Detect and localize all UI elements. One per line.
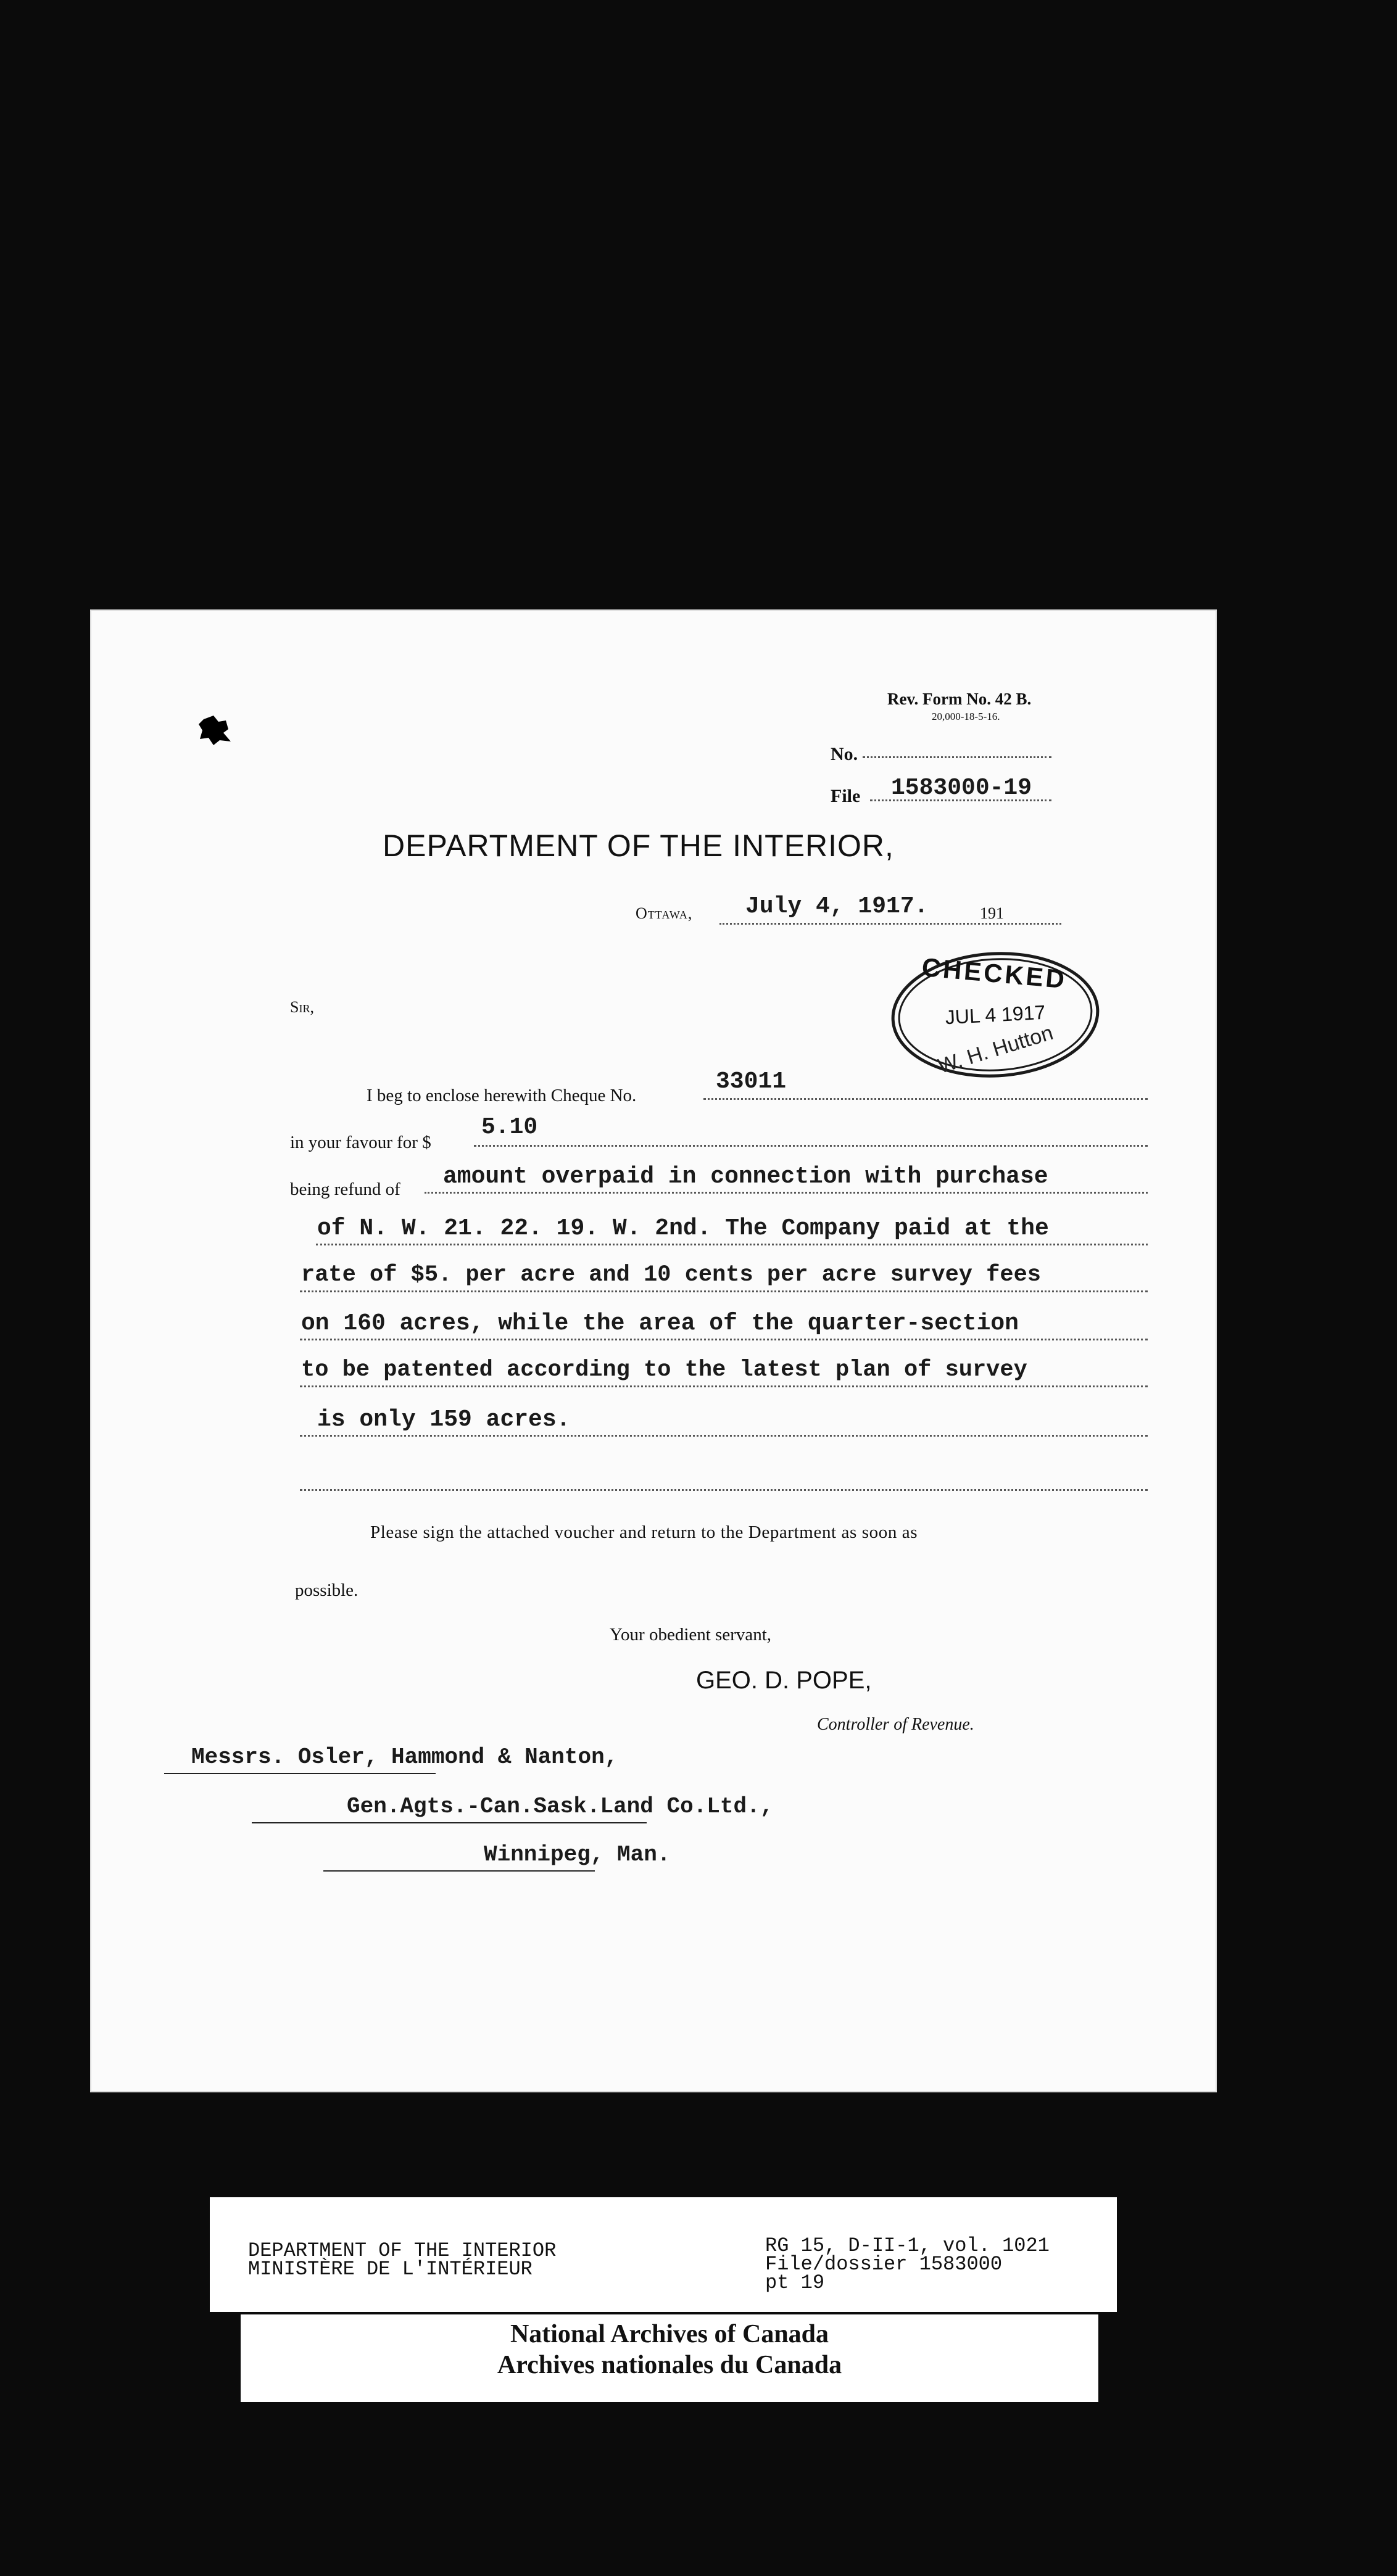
stamp-initials: W. H. Hutton (935, 1021, 1056, 1078)
refund-line-1: amount overpaid in connection with purchase (443, 1163, 1048, 1190)
date-line (719, 923, 1061, 925)
request-line-1: Please sign the attached voucher and return to the Department as soon as (370, 1522, 918, 1542)
closing: Your obedient servant, (610, 1625, 772, 1645)
refund-line-1-rule (425, 1192, 1148, 1194)
archive-part: pt 19 (765, 2271, 825, 2294)
letter-page (91, 611, 1216, 2091)
refund-line-4: on 160 acres, while the area of the quarter-section (301, 1310, 1019, 1337)
archive-dept-fr: MINISTÈRE DE L'INTÉRIEUR (248, 2258, 533, 2281)
amount-line (474, 1145, 1148, 1147)
addressee-line-3: Winnipeg, Man. (484, 1842, 671, 1867)
checked-stamp (884, 943, 1107, 1086)
refund-label: being refund of (290, 1179, 400, 1199)
refund-line-3: rate of $5. per acre and 10 cents per acre survey fees (301, 1262, 1041, 1288)
refund-line-6: is only 159 acres. (317, 1406, 571, 1433)
no-line (863, 756, 1051, 758)
salutation: Sir, (290, 998, 314, 1016)
refund-line-5-rule (300, 1385, 1148, 1387)
addressee-rule-2 (252, 1822, 647, 1823)
year-prefix: 191 (980, 904, 1004, 922)
refund-line-4-rule (300, 1339, 1148, 1340)
archives-name-en: National Archives of Canada (510, 2320, 829, 2348)
signatory-name: GEO. D. POPE, (696, 1667, 872, 1694)
addressee-line-1: Messrs. Osler, Hammond & Nanton, (191, 1744, 618, 1770)
archive-reference: RG 15, D-II-1, vol. 1021 (765, 2234, 1050, 2257)
archive-reference-label (210, 2197, 1117, 2312)
addressee-rule-1 (164, 1773, 436, 1774)
rev-form-number: Rev. Form No. 42 B. (887, 690, 1032, 708)
refund-amount: 5.10 (481, 1114, 538, 1141)
refund-line-5: to be patented according to the latest plan of survey (301, 1357, 1027, 1383)
refund-line-3-rule (300, 1290, 1148, 1292)
archive-file-ref: File/dossier 1583000 (765, 2253, 1003, 2276)
blank-line-rule (300, 1489, 1148, 1491)
refund-line-2-rule (316, 1244, 1148, 1245)
ink-blot-mark (197, 714, 232, 746)
archive-dept-en: DEPARTMENT OF THE INTERIOR (248, 2239, 557, 2262)
archives-name-fr: Archives nationales du Canada (497, 2351, 842, 2379)
addressee-rule-3 (323, 1870, 595, 1872)
archives-name-label (241, 2314, 1098, 2402)
stamp-date-text: JUL 4 1917 (944, 1001, 1047, 1029)
signatory-title: Controller of Revenue. (817, 1715, 974, 1734)
request-line-2: possible. (295, 1580, 359, 1600)
file-label: File (831, 786, 861, 806)
file-number: 1583000-19 (891, 775, 1032, 801)
print-code: 20,000-18-5-16. (932, 711, 1000, 722)
favour-label: in your favour for $ (290, 1133, 431, 1152)
place-label: Ottawa, (636, 904, 693, 922)
no-label: No. (831, 744, 858, 764)
stamp-checked-text: CHECKED (921, 952, 1068, 994)
cheque-intro: I beg to enclose herewith Cheque No. (367, 1086, 637, 1105)
cheque-line (703, 1098, 1148, 1100)
addressee-line-2: Gen.Agts.-Can.Sask.Land Co.Ltd., (347, 1794, 774, 1819)
department-heading: DEPARTMENT OF THE INTERIOR, (383, 828, 894, 863)
refund-line-2: of N. W. 21. 22. 19. W. 2nd. The Company paid at the (317, 1215, 1049, 1242)
date-typed: July 4, 1917. (745, 893, 929, 920)
cheque-number: 33011 (716, 1068, 787, 1095)
refund-line-6-rule (300, 1435, 1148, 1437)
